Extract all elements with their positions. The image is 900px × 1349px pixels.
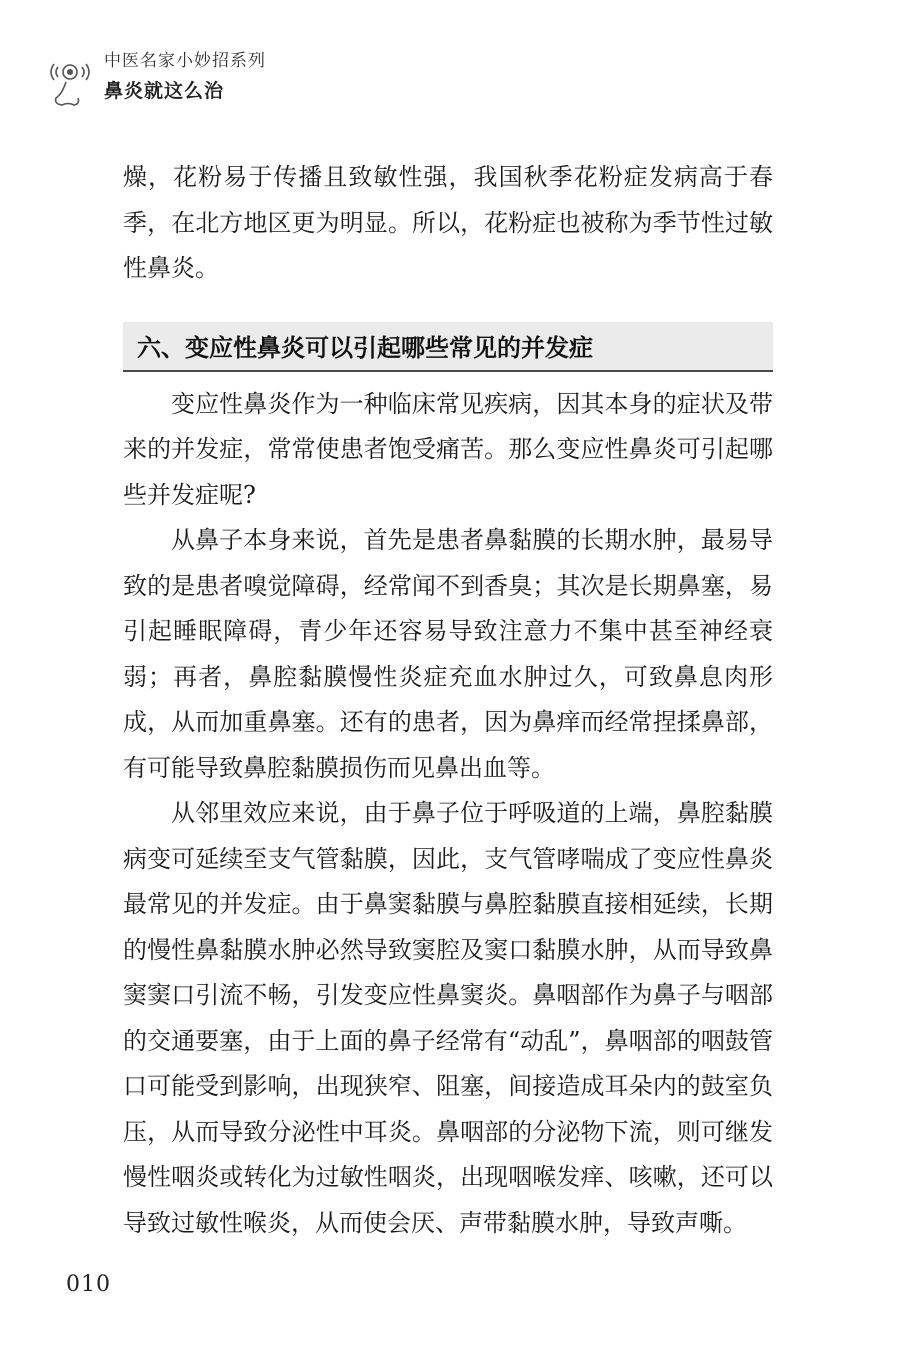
section-heading-text: 六、变应性鼻炎可以引起哪些常见的并发症 <box>137 333 593 362</box>
series-title: 中医名家小妙招系列 <box>104 51 266 71</box>
page-body <box>123 155 773 1246</box>
nose-sound-icon <box>44 50 96 110</box>
section-heading <box>123 322 773 372</box>
paragraph: 从鼻子本身来说，首先是患者鼻黏膜的长期水肿，最易导致的是患者嗅觉障碍，经常闻不到香臭；其次是长期鼻塞，易引起睡眠障碍，青少年还容易导致注意力不集中甚至神经衰弱；再者，鼻腔黏膜慢性炎症充血水肿过久，可致鼻息肉形成，从而加重鼻塞。还有的患者，因为鼻痒而经常捏揉鼻部，有可能导致鼻腔黏膜损伤而见鼻出血等。 <box>123 526 773 782</box>
paragraph: 从邻里效应来说，由于鼻子位于呼吸道的上端，鼻腔黏膜病变可延续至支气管黏膜，因此，支气管哮喘成了变应性鼻炎最常见的并发症。由于鼻窦黏膜与鼻腔黏膜直接相延续，长期的慢性鼻黏膜水肿必然导致窦腔及窦口黏膜水肿，从而导致鼻窦窦口引流不畅，引发变应性鼻窦炎。鼻咽部作为鼻子与咽部的交通要塞，由于上面的鼻子经常有“动乱”，鼻咽部的咽鼓管口可能受到影响，出现狭窄、阻塞，间接造成耳朵内的鼓室负压，从而导致分泌性中耳炎。鼻咽部的分泌物下流，则可继发慢性咽炎或转化为过敏性咽炎，出现咽喉发痒、咳嗽，还可以导致过敏性喉炎，从而使会厌、声带黏膜水肿，导致声嘶。 <box>123 799 773 1237</box>
paragraph: 变应性鼻炎作为一种临床常见疾病，因其本身的症状及带来的并发症，常常使患者饱受痛苦。那么变应性鼻炎可引起哪些并发症呢? <box>123 389 773 509</box>
paragraph: 燥，花粉易于传播且致敏性强，我国秋季花粉症发病高于春季，在北方地区更为明显。所以，花粉症也被称为季节性过敏性鼻炎。 <box>123 163 773 282</box>
page-number: 010 <box>66 1272 111 1297</box>
running-header <box>44 40 444 110</box>
book-title: 鼻炎就这么治 <box>104 80 225 102</box>
